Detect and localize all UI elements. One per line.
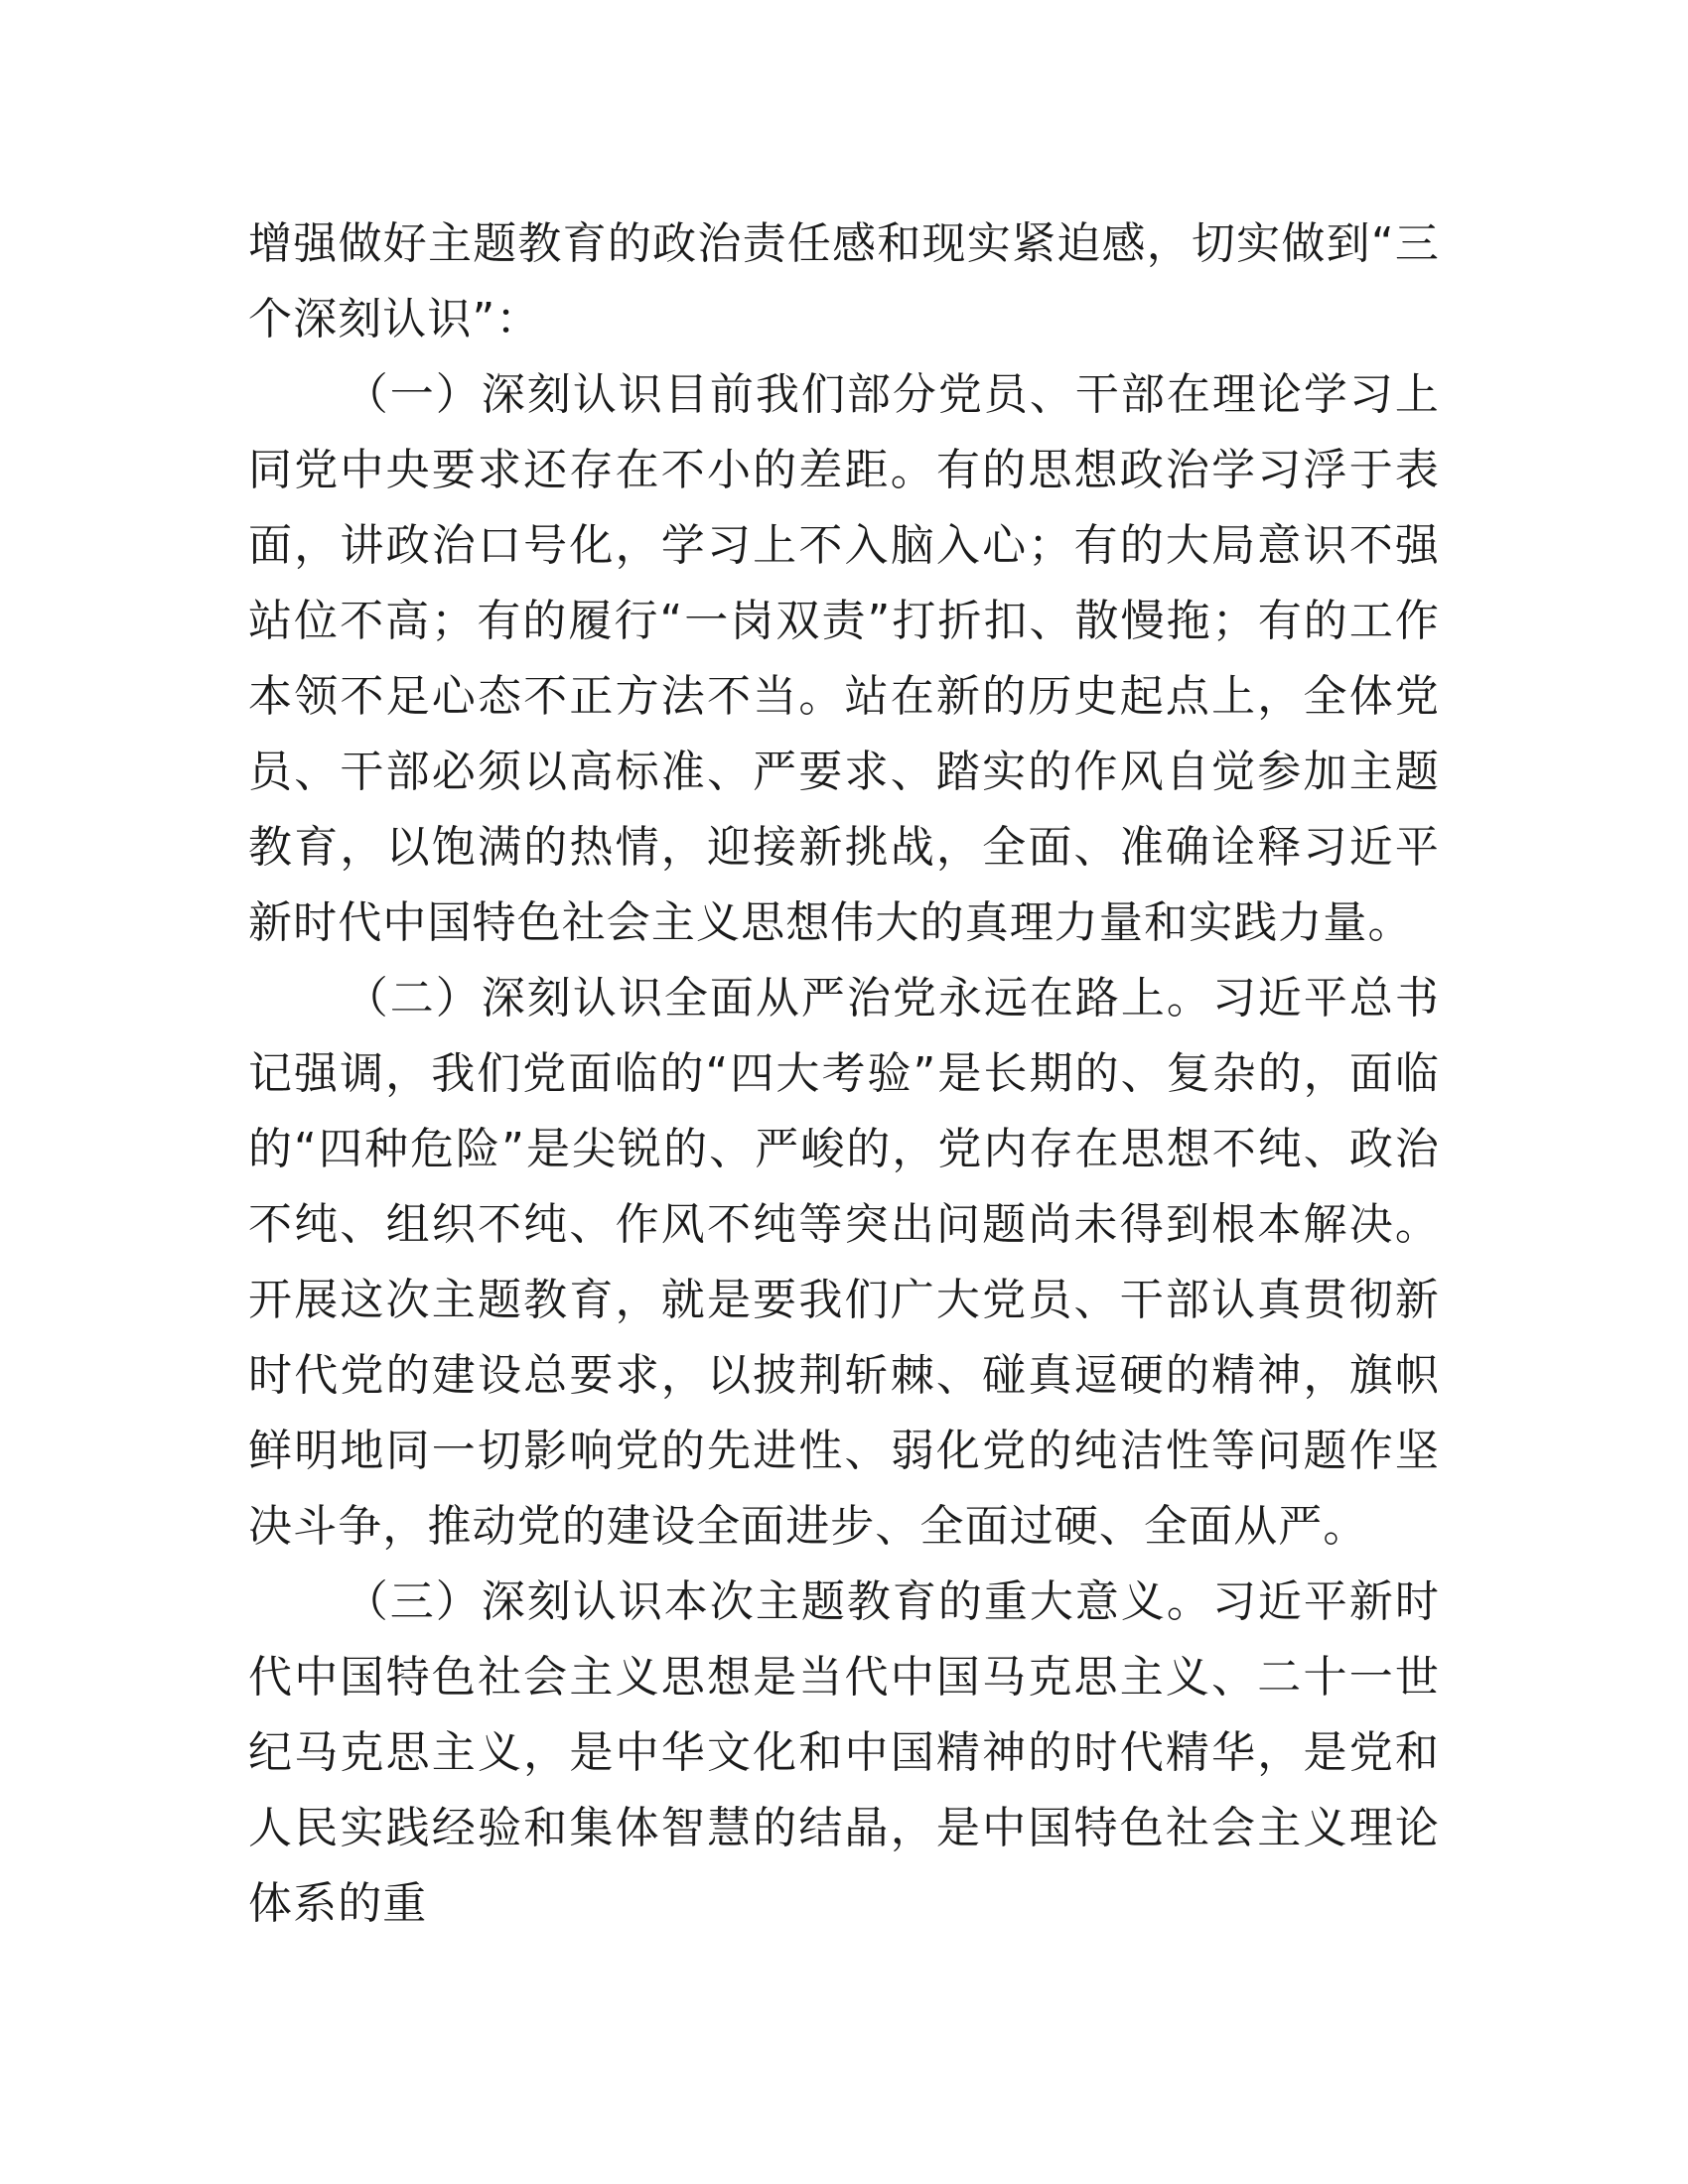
paragraph-section-2: （二）深刻认识全面从严治党永远在路上。习近平总书记强调，我们党面临的“四大考验”是长期的、复杂的，面临的“四种危险”是尖锐的、严峻的，党内存在思想不纯、政治不纯、组织不纯、作风不纯等突出问题尚未得到根本解决。开展这次主题教育，就是要我们广大党员、干部认真贯彻新时代党的建设总要求，以披荆斩棘、碰真逗硬的精神，旗帜鲜明地同一切影响党的先进性、弱化党的纯洁性等问题作坚决斗争，推动党的建设全面进步、全面过硬、全面从严。 (248, 973, 1440, 1552)
document-body (248, 206, 1440, 1942)
paragraph-section-1: （一）深刻认识目前我们部分党员、干部在理论学习上同党中央要求还存在不小的差距。有的思想政治学习浮于表面，讲政治口号化，学习上不入脑入心；有的大局意识不强站位不高；有的履行“一岗双责”打折扣、散慢拖；有的工作本领不足心态不正方法不当。站在新的历史起点上，全体党员、干部必须以高标准、严要求、踏实的作风自觉参加主题教育，以饱满的热情，迎接新挑战，全面、准确诠释习近平新时代中国特色社会主义思想伟大的真理力量和实践力量。 (248, 369, 1440, 948)
paragraph-section-3: （三）深刻认识本次主题教育的重大意义。习近平新时代中国特色社会主义思想是当代中国马克思主义、二十一世纪马克思主义，是中华文化和中国精神的时代精华，是党和人民实践经验和集体智慧的结晶，是中国特色社会主义理论体系的重 (248, 1576, 1440, 1929)
paragraph-intro: 增强做好主题教育的政治责任感和现实紧迫感，切实做到“三个深刻认识”： (248, 218, 1440, 344)
